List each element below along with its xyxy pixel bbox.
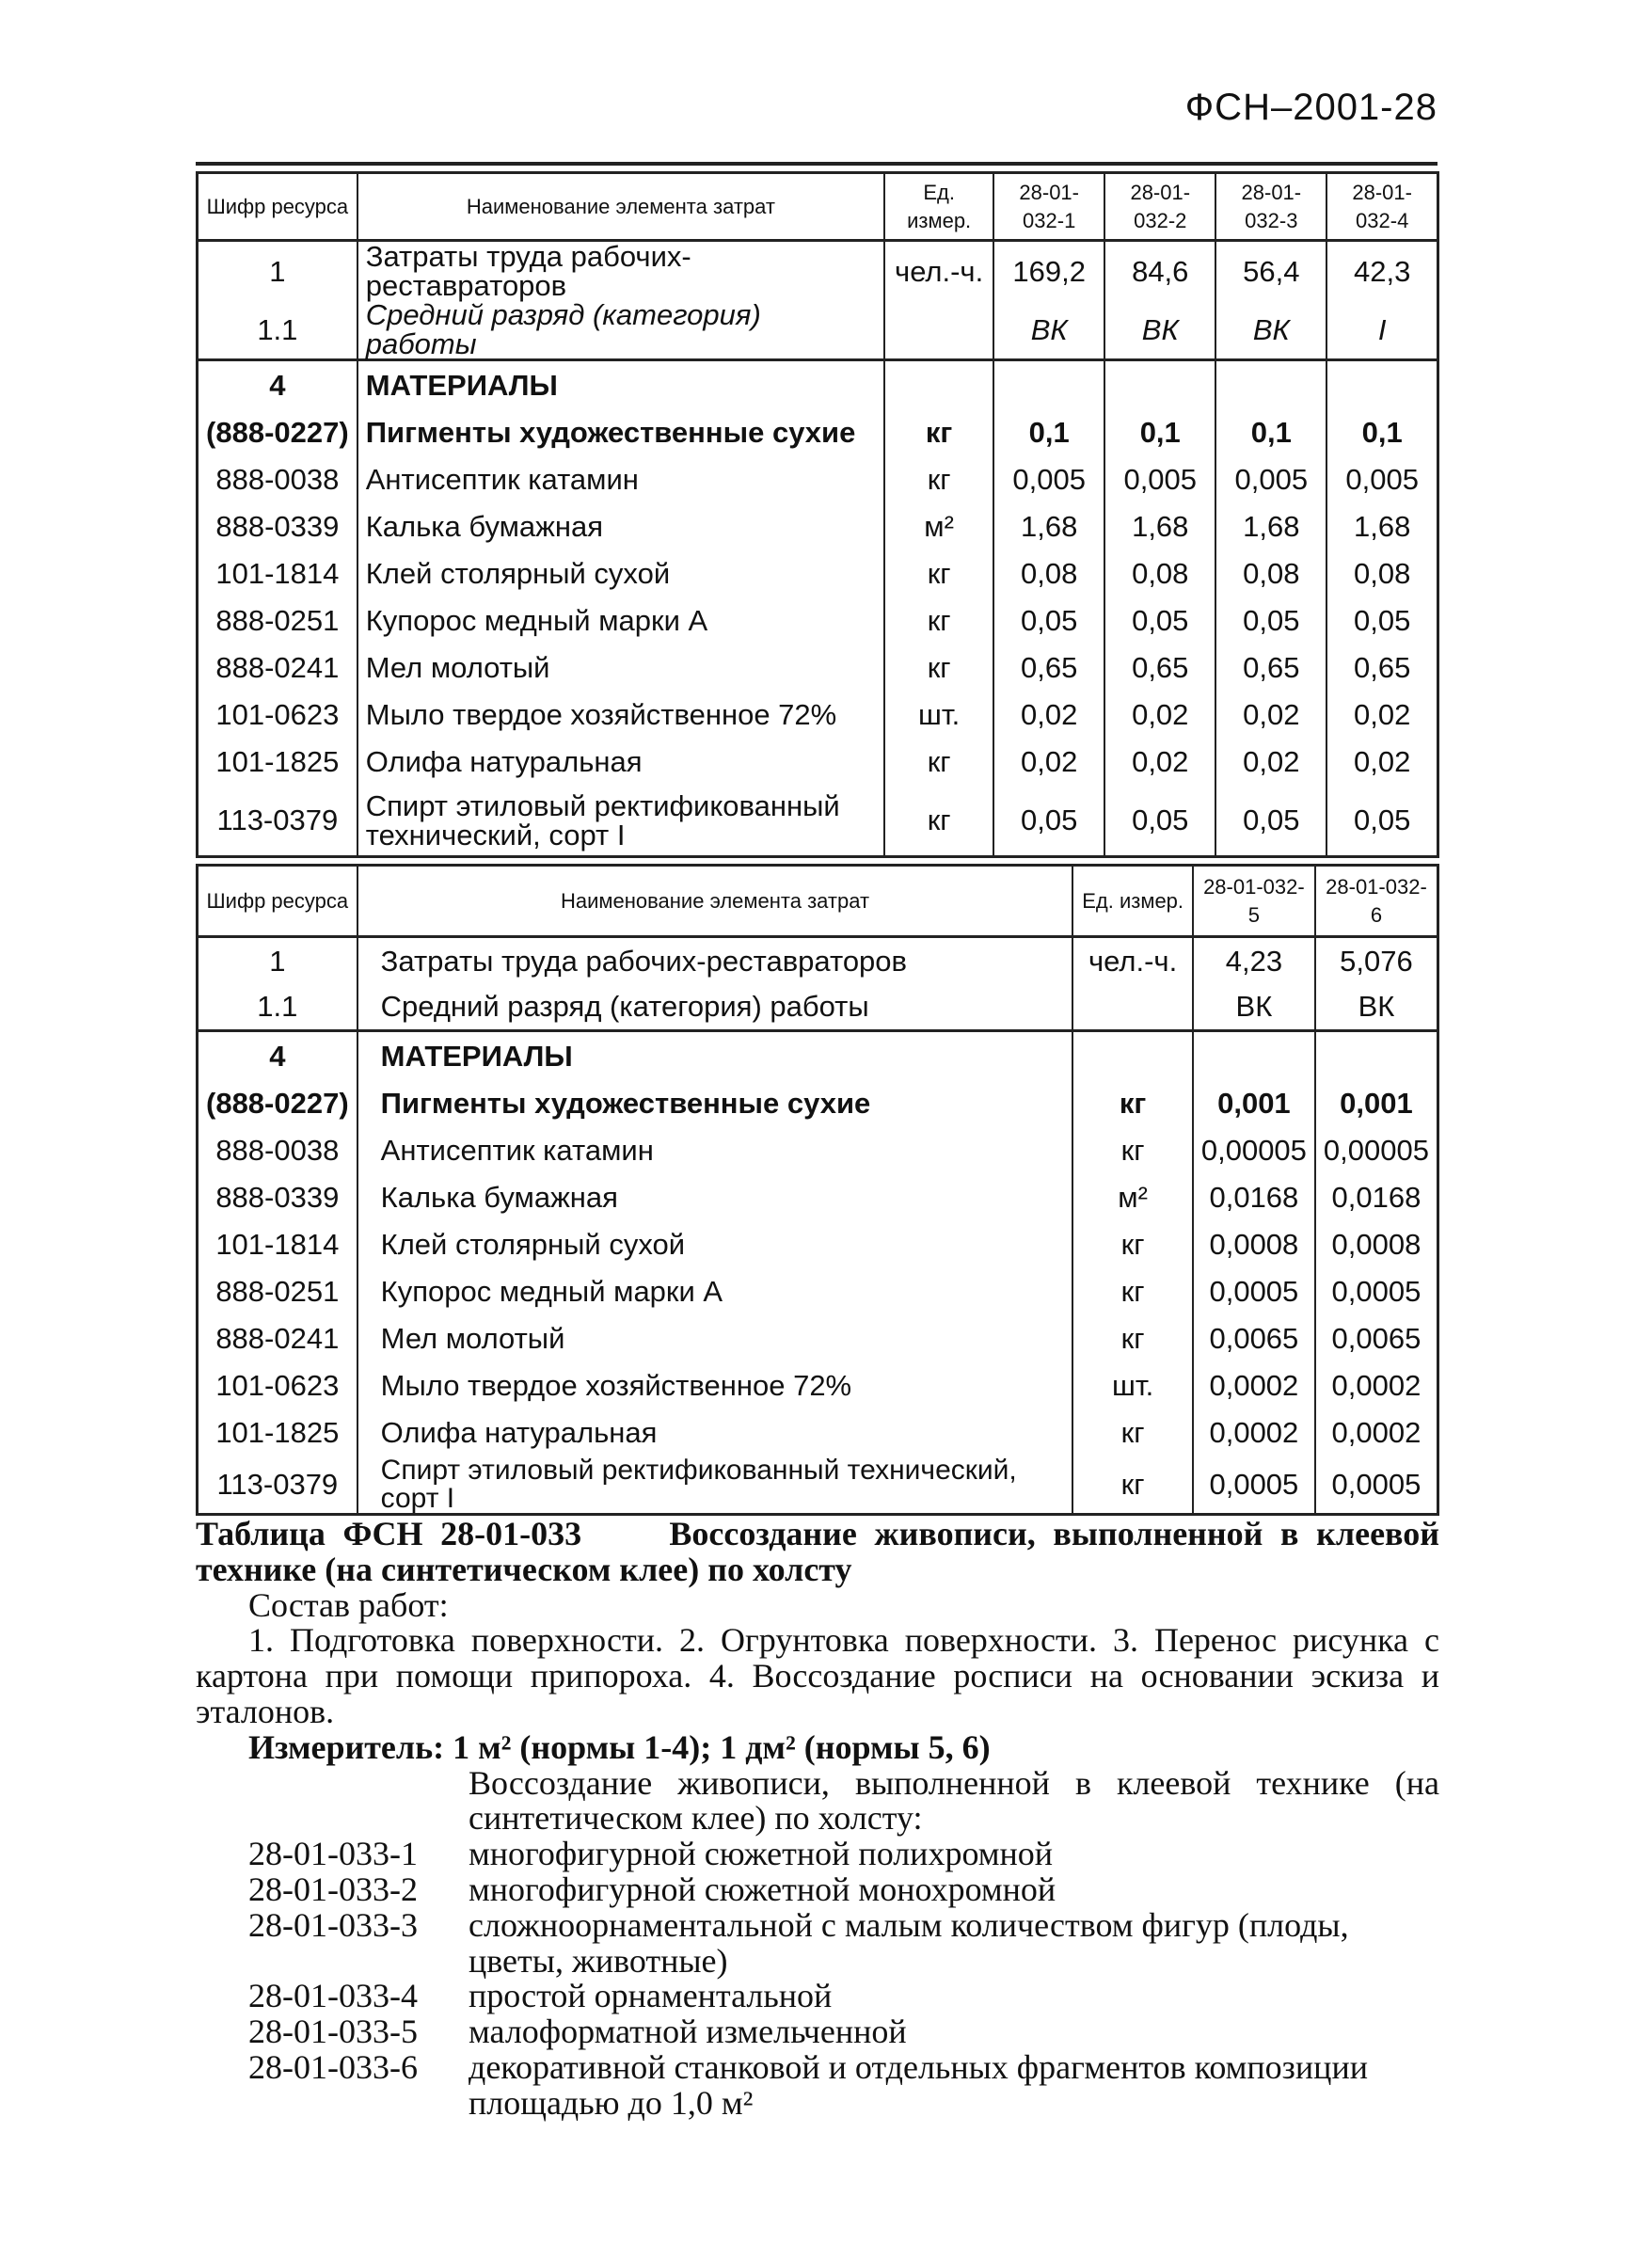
resource-unit: кг [1072, 1221, 1192, 1268]
table-row [198, 786, 1438, 857]
resource-name: Пигменты художественные сухие [357, 1080, 1073, 1127]
table-row [198, 550, 1438, 597]
norm-value: 4,23 [1193, 937, 1315, 984]
resource-name: Мыло твердое хозяйственное 72% [357, 692, 884, 739]
resource-code: 1.1 [198, 300, 357, 360]
resource-code: 888-0339 [198, 503, 357, 550]
table-row [198, 360, 1438, 409]
norm-value: 169,2 [993, 241, 1104, 301]
table-row [198, 503, 1438, 550]
norm-value: 5,076 [1315, 937, 1438, 984]
norm-value: 0,005 [1215, 456, 1326, 503]
list-item [196, 1979, 1438, 2014]
norm-value [1215, 360, 1326, 409]
table-section [196, 1515, 1448, 2122]
norm-value: 0,1 [1215, 409, 1326, 456]
norm-value: 1,68 [993, 503, 1104, 550]
norm-value: 0,0168 [1315, 1174, 1438, 1221]
norm-value: 0,08 [1215, 550, 1326, 597]
resource-name: Мел молотый [357, 645, 884, 692]
header-unit: Ед. измер. [1072, 866, 1192, 937]
norm-value: 0,0168 [1193, 1174, 1315, 1221]
resource-name: Средний разряд (категория) работы [357, 300, 884, 360]
norm-value: 0,1 [1326, 409, 1438, 456]
resource-unit: чел.-ч. [1072, 937, 1192, 984]
document-code: ФСН–2001-28 [1184, 87, 1438, 128]
resource-unit: кг [884, 786, 993, 857]
norm-value: 0,0008 [1193, 1221, 1315, 1268]
resource-code: 888-0251 [198, 1268, 357, 1315]
norm-value: 0,02 [1104, 739, 1215, 786]
measure-line: Измеритель: 1 м² (нормы 1-4); 1 дм² (нормы 5, 6) [248, 1727, 991, 1766]
resource-name: Антисептик катамин [357, 1127, 1073, 1174]
norm-value: 0,1 [1104, 409, 1215, 456]
norm-value: 0,02 [1326, 739, 1438, 786]
table-row [198, 597, 1438, 645]
norm-value: ВК [1315, 984, 1438, 1031]
norm-value: ВК [1193, 984, 1315, 1031]
norm-value: 0,05 [993, 597, 1104, 645]
norm-value [1315, 1031, 1438, 1080]
resource-unit: кг [884, 456, 993, 503]
norm-code: 28-01-033-3 [248, 1905, 418, 1944]
resource-unit: м² [1072, 1174, 1192, 1221]
table-row [198, 1031, 1438, 1080]
resource-name: Спирт этиловый ректификованный технический, сорт I [357, 1456, 1073, 1515]
resource-unit: кг [1072, 1315, 1192, 1362]
list-item [196, 1837, 1438, 1872]
resource-code: 888-0038 [198, 456, 357, 503]
norm-value [993, 360, 1104, 409]
norm-value: 0,0005 [1193, 1456, 1315, 1515]
resource-code: 101-1814 [198, 550, 357, 597]
norm-value: 0,05 [993, 786, 1104, 857]
resource-name: Антисептик катамин [357, 456, 884, 503]
table-row [198, 937, 1438, 984]
resource-unit [884, 300, 993, 360]
table-row [198, 1362, 1438, 1409]
table-row [198, 984, 1438, 1031]
norm-value: 0,001 [1193, 1080, 1315, 1127]
norm-value: 0,0005 [1193, 1268, 1315, 1315]
norm-value: 0,02 [993, 739, 1104, 786]
norm-value: 0,05 [1326, 786, 1438, 857]
norm-value: 0,0002 [1315, 1409, 1438, 1456]
resource-code: 101-0623 [198, 692, 357, 739]
resource-name: Затраты труда рабочих-реставраторов [357, 937, 1073, 984]
norm-value: 0,0005 [1315, 1456, 1438, 1515]
resource-name: МАТЕРИАЛЫ [357, 1031, 1073, 1080]
resource-code: 101-1814 [198, 1221, 357, 1268]
resource-name: Калька бумажная [357, 503, 884, 550]
resource-name: Пигменты художественные сухие [357, 409, 884, 456]
norm-value: 0,0002 [1193, 1362, 1315, 1409]
resource-name: Калька бумажная [357, 1174, 1073, 1221]
resource-unit [1072, 984, 1192, 1031]
norm-value [1104, 360, 1215, 409]
norm-value: 0,00005 [1193, 1127, 1315, 1174]
header-name: Наименование элемента затрат [357, 173, 884, 241]
resource-name: Купорос медный марки А [357, 1268, 1073, 1315]
resource-unit: кг [884, 597, 993, 645]
header-code: Шифр ресурса [198, 173, 357, 241]
resource-code: 4 [198, 1031, 357, 1080]
norm-value: 0,05 [1326, 597, 1438, 645]
resource-code: 1 [198, 241, 357, 301]
resource-code: 888-0339 [198, 1174, 357, 1221]
list-item [196, 1872, 1438, 1908]
resource-unit: кг [884, 550, 993, 597]
resource-code: 888-0241 [198, 645, 357, 692]
header-unit: Ед. измер. [884, 173, 993, 241]
header-code: Шифр ресурса [198, 866, 357, 937]
header-norm: 28-01-032-2 [1104, 173, 1215, 241]
resource-code: (888-0227) [198, 409, 357, 456]
norm-value: 0,65 [1104, 645, 1215, 692]
resource-unit: кг [884, 409, 993, 456]
norm-value: 0,0002 [1315, 1362, 1438, 1409]
list-item [196, 2050, 1438, 2122]
resource-code: 101-1825 [198, 739, 357, 786]
resource-unit: кг [1072, 1456, 1192, 1515]
resource-unit [1072, 1031, 1192, 1080]
norm-value: 0,05 [1104, 597, 1215, 645]
composition-label: Состав работ: [248, 1585, 449, 1624]
norms-list [196, 1837, 1438, 2121]
resource-code: 888-0251 [198, 597, 357, 645]
norm-value: 84,6 [1104, 241, 1215, 301]
header-norm: 28-01-032-1 [993, 173, 1104, 241]
resource-code: 101-1825 [198, 1409, 357, 1456]
norm-value: 0,65 [993, 645, 1104, 692]
norm-value: 0,1 [993, 409, 1104, 456]
list-item [196, 1908, 1438, 1980]
resource-code: 1 [198, 937, 357, 984]
resource-name: Спирт этиловый ректификованный технический, сорт I [357, 786, 884, 857]
norm-value: 0,02 [1104, 692, 1215, 739]
resource-unit [884, 360, 993, 409]
table-row [198, 1127, 1438, 1174]
resource-unit: кг [1072, 1080, 1192, 1127]
resource-name: Клей столярный сухой [357, 1221, 1073, 1268]
norm-code: 28-01-033-4 [248, 1977, 418, 2015]
resource-code: 888-0038 [198, 1127, 357, 1174]
composition-text: 1. Подготовка поверхности. 2. Огрунтовка поверхности. 3. Перенос рисунка с картона при помощи припороха. 4. Воссоздание росписи на основании эскиза и эталонов. [196, 1621, 1439, 1730]
norm-value: 0,05 [1215, 597, 1326, 645]
norm-value: 0,08 [993, 550, 1104, 597]
norm-value: ВК [1104, 300, 1215, 360]
resource-unit: кг [884, 739, 993, 786]
resource-name: Средний разряд (категория) работы [357, 984, 1073, 1031]
norms-intro: Воссоздание живописи, выполненной в клеевой технике (на синтетическом клее) по холсту: [469, 1763, 1439, 1838]
resource-unit: кг [884, 645, 993, 692]
resource-name: Олифа натуральная [357, 739, 884, 786]
resource-name: Затраты труда рабочих-реставраторов [357, 241, 884, 301]
table-row [198, 692, 1438, 739]
norm-value: 0,005 [1104, 456, 1215, 503]
table-row [198, 1174, 1438, 1221]
table-row [198, 1315, 1438, 1362]
resource-unit: кг [1072, 1127, 1192, 1174]
norm-value: 0,02 [1326, 692, 1438, 739]
resource-code: (888-0227) [198, 1080, 357, 1127]
norm-value: 0,005 [993, 456, 1104, 503]
header-norm: 28-01-032-3 [1215, 173, 1326, 241]
header-name: Наименование элемента затрат [357, 866, 1073, 937]
norm-value: 42,3 [1326, 241, 1438, 301]
norm-value: 0,05 [1215, 786, 1326, 857]
resource-unit: чел.-ч. [884, 241, 993, 301]
resource-code: 1.1 [198, 984, 357, 1031]
norm-value: 1,68 [1326, 503, 1438, 550]
norm-description: многофигурной сюжетной полихромной [469, 1835, 1054, 1873]
resource-unit: кг [1072, 1409, 1192, 1456]
norm-value: ВК [1215, 300, 1326, 360]
resource-unit: шт. [1072, 1362, 1192, 1409]
table-row [198, 1268, 1438, 1315]
norm-value: 56,4 [1215, 241, 1326, 301]
norm-value: 0,005 [1326, 456, 1438, 503]
norm-value: 0,0065 [1315, 1315, 1438, 1362]
norms-table-1 [196, 171, 1439, 858]
header-norm: 28-01-032-5 [1193, 866, 1315, 937]
norm-value: 0,0005 [1315, 1268, 1438, 1315]
list-item [196, 2014, 1438, 2050]
norms-table-2 [196, 864, 1439, 1516]
resource-code: 888-0241 [198, 1315, 357, 1362]
norm-value: ВК [993, 300, 1104, 360]
norm-value: 0,08 [1326, 550, 1438, 597]
table-row [198, 1221, 1438, 1268]
table-row [198, 456, 1438, 503]
norm-value: 0,02 [993, 692, 1104, 739]
table-row [198, 645, 1438, 692]
norm-value [1193, 1031, 1315, 1080]
norm-description: простой орнаментальной [469, 1977, 833, 2015]
norm-code: 28-01-033-2 [248, 1870, 418, 1908]
norm-value: 1,68 [1215, 503, 1326, 550]
resource-name: МАТЕРИАЛЫ [357, 360, 884, 409]
norm-value: I [1326, 300, 1438, 360]
table-row [198, 241, 1438, 301]
norm-value: 0,00005 [1315, 1127, 1438, 1174]
resource-code: 4 [198, 360, 357, 409]
resource-unit: шт. [884, 692, 993, 739]
norm-value: 0,0065 [1193, 1315, 1315, 1362]
norm-description: малоформатной измельченной [469, 2013, 907, 2051]
norm-code: 28-01-033-5 [248, 2013, 418, 2051]
resource-code: 113-0379 [198, 1456, 357, 1515]
table-row [198, 409, 1438, 456]
norm-value [1326, 360, 1438, 409]
resource-code: 101-0623 [198, 1362, 357, 1409]
resource-unit: кг [1072, 1268, 1192, 1315]
resource-name: Купорос медный марки А [357, 597, 884, 645]
norm-value: 0,08 [1104, 550, 1215, 597]
norm-description: многофигурной сюжетной монохромной [469, 1870, 1056, 1908]
resource-name: Олифа натуральная [357, 1409, 1073, 1456]
header-norm: 28-01-032-4 [1326, 173, 1438, 241]
norm-value: 1,68 [1104, 503, 1215, 550]
header-norm: 28-01-032-6 [1315, 866, 1438, 937]
table-row [198, 1456, 1438, 1515]
resource-name: Мыло твердое хозяйственное 72% [357, 1362, 1073, 1409]
norm-value: 0,001 [1315, 1080, 1438, 1127]
table-row [198, 300, 1438, 360]
norm-value: 0,65 [1326, 645, 1438, 692]
norm-value: 0,05 [1104, 786, 1215, 857]
norm-description: сложноорнаментальной с малым количеством фигур (плоды, цветы, животные) [469, 1905, 1349, 1980]
norm-value: 0,02 [1215, 739, 1326, 786]
norm-code: 28-01-033-6 [248, 2047, 418, 2086]
norm-value: 0,02 [1215, 692, 1326, 739]
norm-code: 28-01-033-1 [248, 1835, 418, 1873]
norm-value: 0,65 [1215, 645, 1326, 692]
resource-name: Мел молотый [357, 1315, 1073, 1362]
resource-name: Клей столярный сухой [357, 550, 884, 597]
section-title: Таблица ФСН 28-01-033 Воссоздание живописи, выполненной в клеевой технике (на синтетическом клее) по холсту [196, 1515, 1448, 1588]
table-row [198, 1080, 1438, 1127]
norm-value: 0,0008 [1315, 1221, 1438, 1268]
table-row [198, 739, 1438, 786]
resource-unit: м² [884, 503, 993, 550]
norm-value: 0,0002 [1193, 1409, 1315, 1456]
norm-description: декоративной станковой и отдельных фрагментов композиции площадью до 1,0 м² [469, 2047, 1368, 2122]
resource-code: 113-0379 [198, 786, 357, 857]
table-row [198, 1409, 1438, 1456]
header-rule [196, 162, 1438, 166]
